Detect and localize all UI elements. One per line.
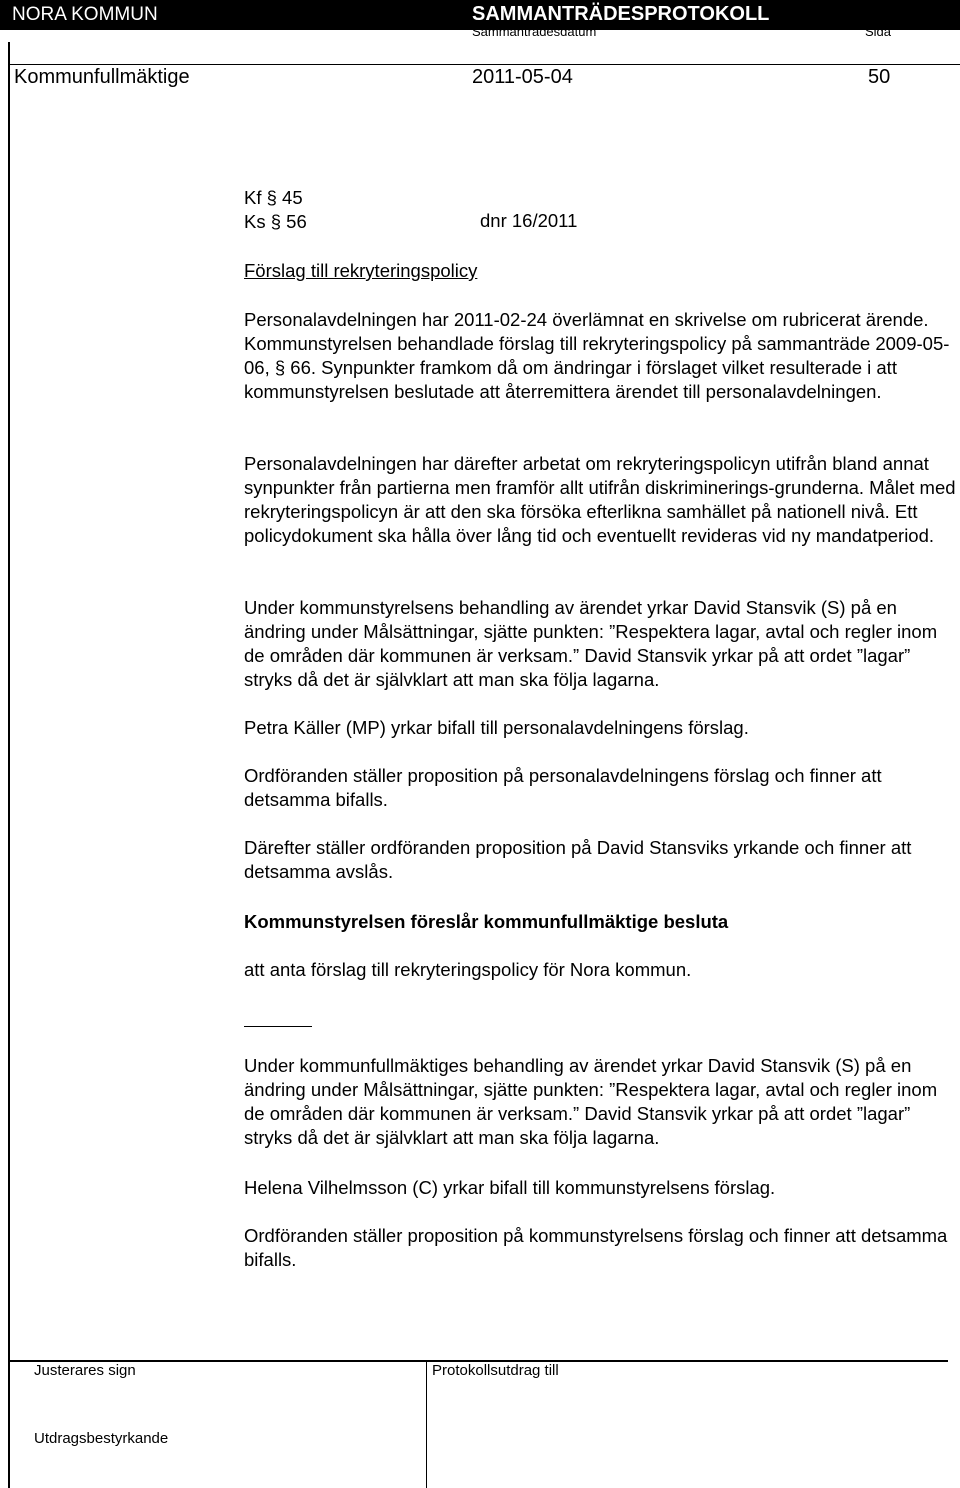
footer-column-divider [426, 1360, 427, 1488]
paragraph-1: Personalavdelningen har 2011-02-24 överlämnat en skrivelse om rubricerat ärende. Kommunstyrelsen behandlade förslag till rekryteringspolicy på sammanträde 2009-05-06, § 66. Synpunkter framkom då om ändringar i förslaget vilket resulterade i att kommunstyrelsen beslutade att återremittera ärendet till personalavdelningen. [244, 309, 950, 402]
proposal-heading: Kommunstyrelsen föreslår kommunfullmäktige besluta [244, 911, 729, 932]
reference-block [244, 186, 956, 234]
proposal-text: att anta förslag till rekryteringspolicy för Nora kommun. [244, 959, 692, 980]
council-paragraph-3: Ordföranden ställer proposition på kommunstyrelsens förslag och finner att detsamma bifalls. [244, 1225, 948, 1270]
council-paragraph-1: Under kommunfullmäktiges behandling av ärendet yrkar David Stansvik (S) på en ändring under Målsättningar, sjätte punkten: ”Respektera lagar, avtal och regler inom de områden där kommunen är verksam.” David Stansvik yrkar på att ordet ”lagar” stryks då det är självklart att man ska följa lagarna. [244, 1055, 938, 1148]
date-label: Sammanträdesdatum [472, 24, 597, 39]
document-title: SAMMANTRÄDESPROTOKOLL [472, 3, 770, 25]
footer-extract-label: Protokollsutdrag till [432, 1362, 559, 1379]
kf-reference: Kf § 45 [244, 187, 303, 208]
subject-title: Förslag till rekryteringspolicy [244, 260, 478, 281]
left-border [8, 42, 10, 1488]
footer-sign-label: Justerares sign [34, 1362, 136, 1379]
organization-name: NORA KOMMUN [12, 4, 158, 25]
paragraph-5: Ordföranden ställer proposition på personalavdelningens förslag och finner att detsamma bifalls. [244, 765, 882, 810]
dnr-reference: dnr 16/2011 [480, 210, 578, 231]
section-divider [244, 1026, 312, 1027]
council-paragraph-2: Helena Vilhelmsson (C) yrkar bifall till kommunstyrelsens förslag. [244, 1177, 776, 1198]
paragraph-4: Petra Käller (MP) yrkar bifall till personalavdelningens förslag. [244, 717, 749, 738]
paragraph-2: Personalavdelningen har därefter arbetat om rekryteringspolicyn utifrån bland annat synpunkter från partierna men framför allt utifrån diskriminerings-grunderna. Målet med rekryteringspolicyn är att den ska försöka efterlikna samhället på nationell nivå. Ett policydokument ska hålla över lång tid och eventuellt revideras vid ny mandatperiod. [244, 453, 956, 546]
paragraph-6: Därefter ställer ordföranden proposition på David Stansviks yrkande och finner att detsamma avslås. [244, 837, 912, 882]
header-divider [8, 64, 960, 65]
meeting-date: 2011-05-04 [472, 66, 573, 88]
page-number: 50 [868, 66, 891, 88]
footer-certification-label: Utdragsbestyrkande [34, 1430, 169, 1447]
page-label: Sida [865, 24, 892, 39]
meeting-body: Kommunfullmäktige [14, 66, 190, 88]
paragraph-3: Under kommunstyrelsens behandling av ärendet yrkar David Stansvik (S) på en ändring under Målsättningar, sjätte punkten: ”Respektera lagar, avtal och regler inom de områden där kommunen är verksam.” David Stansvik yrkar på att ordet ”lagar” stryks då det är självklart att man ska följa lagarna. [244, 597, 938, 690]
ks-reference: Ks § 56 [244, 211, 307, 232]
